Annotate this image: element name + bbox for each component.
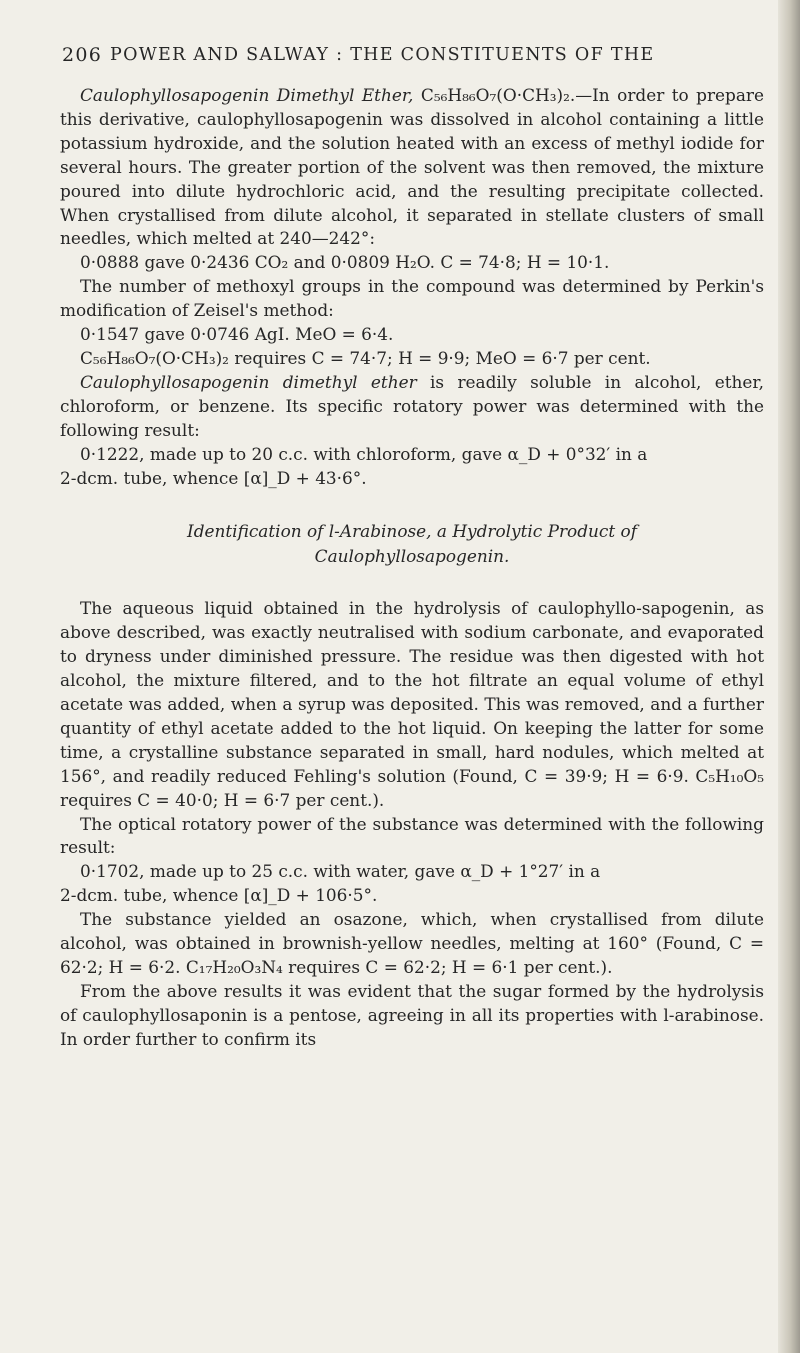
- rotation-line: 2-dcm. tube, whence [α]_D + 106·5°.: [60, 885, 378, 906]
- rotation-line: 0·1702, made up to 25 c.c. with water, gave α_D + 1°27′ in a: [80, 861, 601, 882]
- paragraph-hydrolysis: The aqueous liquid obtained in the hydrolysis of caulophyllo-sapogenin, as above described, was exactly neutralised with sodium carbonate, and evaporated to dryness under diminished pressure. The residue was then digested with hot alcohol, the mixture filtered, and to the hot filtrate an equal volume of ethyl acetate was added, when a syrup was deposited. This was removed, and a further quantity of ethyl acetate added to the hot liquid. On keeping the latter for some time, a crystalline substance separated in small, hard nodules, which melted at 156°, and readily reduced Fehling's solution (Found, C = 39·9; H = 6·9. C₅H₁₀O₅ requires C = 40·0; H = 6·7 per cent.).: [60, 598, 764, 810]
- analysis-line: 0·1547 gave 0·0746 AgI. MeO = 6·4.: [80, 324, 394, 345]
- compound-title: Caulophyllosapogenin dimethyl ether: [80, 371, 417, 392]
- paragraph-text: is readily soluble in alcohol, ether, chloroform, or benzene. Its specific rotatory power was determined with the following result:: [60, 371, 764, 440]
- page-body: [60, 84, 764, 1052]
- compound-formula: C₅₆H₈₆O₇(O·CH₃)₂.: [420, 85, 576, 105]
- paragraph-conclusion: From the above results it was evident that the sugar formed by the hydrolysis of caulophyllosaponin is a pentose, agreeing in all its properties with l-arabinose. In order further to confirm its: [60, 980, 764, 1049]
- section-heading: [60, 519, 764, 569]
- analysis-line: C₅₆H₈₆O₇(O·CH₃)₂ requires C = 74·7; H = 9·9; MeO = 6·7 per cent.: [80, 347, 651, 368]
- paragraph-text: —In order to prepare this derivative, caulophyllosapogenin was dissolved in alcohol containing a little potassium hydroxide, and the solution heated with an excess of methyl iodide for several hours. The greater portion of the solvent was then removed, the mixture poured into dilute hydrochloric acid, and the resulting precipitate collected. When crystallised from dilute alcohol, it separated in stellate clusters of small needles, which melted at 240—242°:: [60, 85, 765, 249]
- section-heading-line: Caulophyllosapogenin.: [314, 546, 510, 567]
- paragraph-solubility: [60, 371, 764, 443]
- paragraph-methoxyl: The number of methoxyl groups in the compound was determined by Perkin's modification of Zeisel's method:: [60, 276, 764, 321]
- page-edge-shadow: [778, 0, 800, 1353]
- paragraph-osazone: The substance yielded an osazone, which, when crystallised from dilute alcohol, was obtained in brownish-yellow needles, melting at 160° (Found, C = 62·2; H = 6·2. C₁₇H₂₀O₃N₄ requires C = 62·2; H = 6·1 per cent.).: [60, 909, 764, 977]
- page-header: [62, 44, 762, 72]
- running-head: POWER AND SALWAY : THE CONSTITUENTS OF THE: [110, 45, 655, 65]
- compound-title: Caulophyllosapogenin Dimethyl Ether,: [80, 85, 414, 105]
- paragraph-optical-rotatory: The optical rotatory power of the substance was determined with the following result:: [60, 813, 764, 858]
- rotation-line: 0·1222, made up to 20 c.c. with chloroform, gave α_D + 0°32′ in a: [80, 443, 648, 464]
- section-heading-line: Identification of l-Arabinose, a Hydrolytic Product of: [187, 521, 637, 542]
- paragraph-dimethyl-ether-prep: [60, 84, 764, 251]
- analysis-line: 0·0888 gave 0·2436 CO₂ and 0·0809 H₂O. C = 74·8; H = 10·1.: [80, 252, 610, 273]
- rotation-line: 2-dcm. tube, whence [α]_D + 43·6°.: [60, 467, 367, 488]
- page-number: 206: [62, 44, 103, 66]
